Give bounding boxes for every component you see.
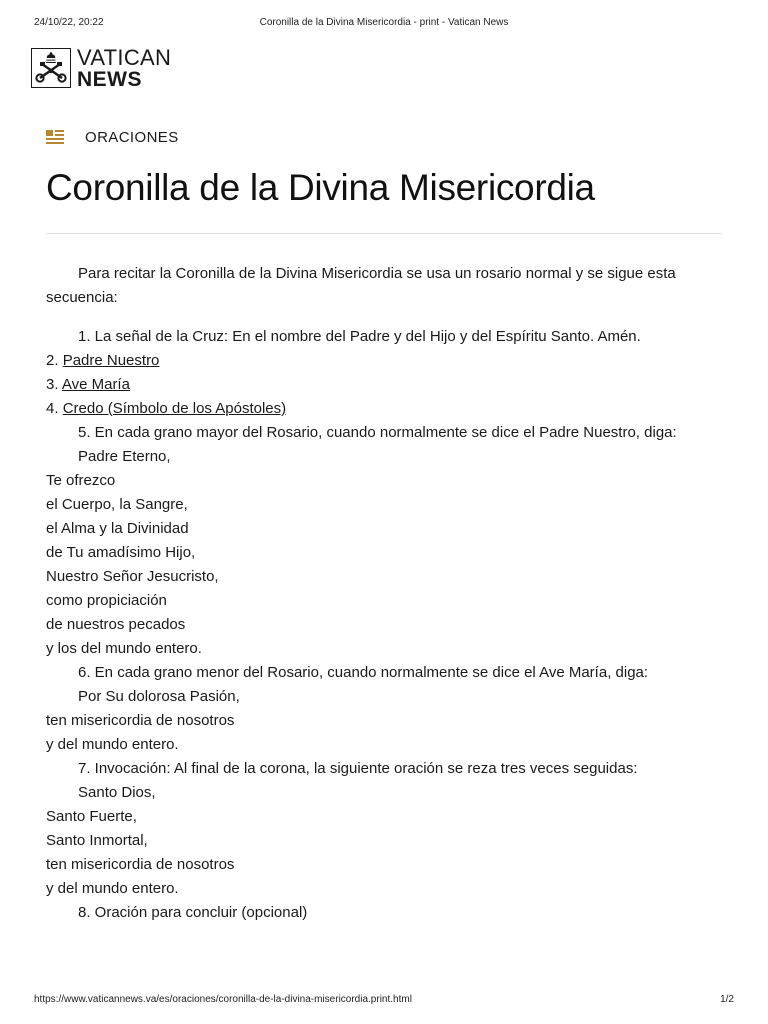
prayer1-line: y los del mundo entero. [46, 640, 202, 657]
step-2 [46, 349, 726, 373]
title-divider [46, 233, 722, 234]
category-tag[interactable] [46, 127, 179, 147]
prayer2-line: ten misericordia de nosotros [46, 712, 235, 729]
prayer3-line: Santo Dios, [78, 784, 156, 801]
logo-wordmark [77, 44, 172, 91]
article-title: Coronilla de la Divina Misericordia [46, 167, 595, 208]
intro-paragraph: Para recitar la Coronilla de la Divina Misericordia se usa un rosario normal y se sigue esta secuencia: [46, 265, 676, 306]
step-7: 7. Invocación: Al final de la corona, la siguiente oración se reza tres veces seguidas: [78, 760, 638, 777]
logo-line-vatican: VATICAN [77, 44, 172, 70]
step-3-number: 3. [46, 376, 62, 393]
print-url: https://www.vaticannews.va/es/oraciones/coronilla-de-la-divina-misericordia.print.html [34, 994, 412, 1005]
category-label[interactable]: ORACIONES [85, 128, 179, 146]
ave-maria-link[interactable]: Ave María [61, 376, 130, 393]
print-footer [34, 994, 734, 1008]
prayer1-line: el Cuerpo, la Sangre, [46, 496, 188, 513]
prayer2-line: Por Su dolorosa Pasión, [78, 688, 240, 705]
prayer1-line: como propiciación [46, 592, 167, 609]
papal-keys-icon [31, 48, 71, 88]
step-6: 6. En cada grano menor del Rosario, cuando normalmente se dice el Ave María, diga: [78, 664, 649, 681]
prayer1-line: Te ofrezco [46, 472, 116, 489]
step-4 [46, 397, 726, 421]
step-4-number: 4. [46, 400, 63, 417]
news-list-icon [46, 129, 64, 145]
print-header [34, 17, 734, 31]
prayer1-line: Padre Eterno, [78, 448, 171, 465]
prayer3-line: y del mundo entero. [46, 880, 179, 897]
prayer1-line: Nuestro Señor Jesucristo, [46, 568, 219, 585]
prayer1-line: el Alma y la Divinidad [46, 520, 189, 537]
prayer3-line: ten misericordia de nosotros [46, 856, 235, 873]
step-2-number: 2. [46, 352, 63, 369]
logo-line-news: NEWS [77, 67, 142, 91]
print-page-title: Coronilla de la Divina Misericordia - print - Vatican News [259, 17, 509, 28]
step-3 [46, 373, 726, 397]
step-8: 8. Oración para concluir (opcional) [78, 904, 308, 921]
step-5: 5. En cada grano mayor del Rosario, cuando normalmente se dice el Padre Nuestro, diga: [78, 424, 677, 441]
prayer3-line: Santo Inmortal, [46, 832, 148, 849]
padre-nuestro-link[interactable]: Padre Nuestro [62, 352, 160, 369]
step-1: 1. La señal de la Cruz: En el nombre del Padre y del Hijo y del Espíritu Santo. Amén. [78, 328, 641, 345]
prayer1-line: de Tu amadísimo Hijo, [46, 544, 196, 561]
page-number: 1/2 [720, 994, 734, 1005]
prayer2-line: y del mundo entero. [46, 736, 179, 753]
print-datetime: 24/10/22, 20:22 [34, 17, 104, 28]
prayer3-line: Santo Fuerte, [46, 808, 137, 825]
vatican-news-logo[interactable] [31, 44, 172, 91]
article-body [46, 262, 726, 925]
prayer1-line: de nuestros pecados [46, 616, 186, 633]
credo-link[interactable]: Credo (Símbolo de los Apóstoles) [62, 400, 287, 417]
